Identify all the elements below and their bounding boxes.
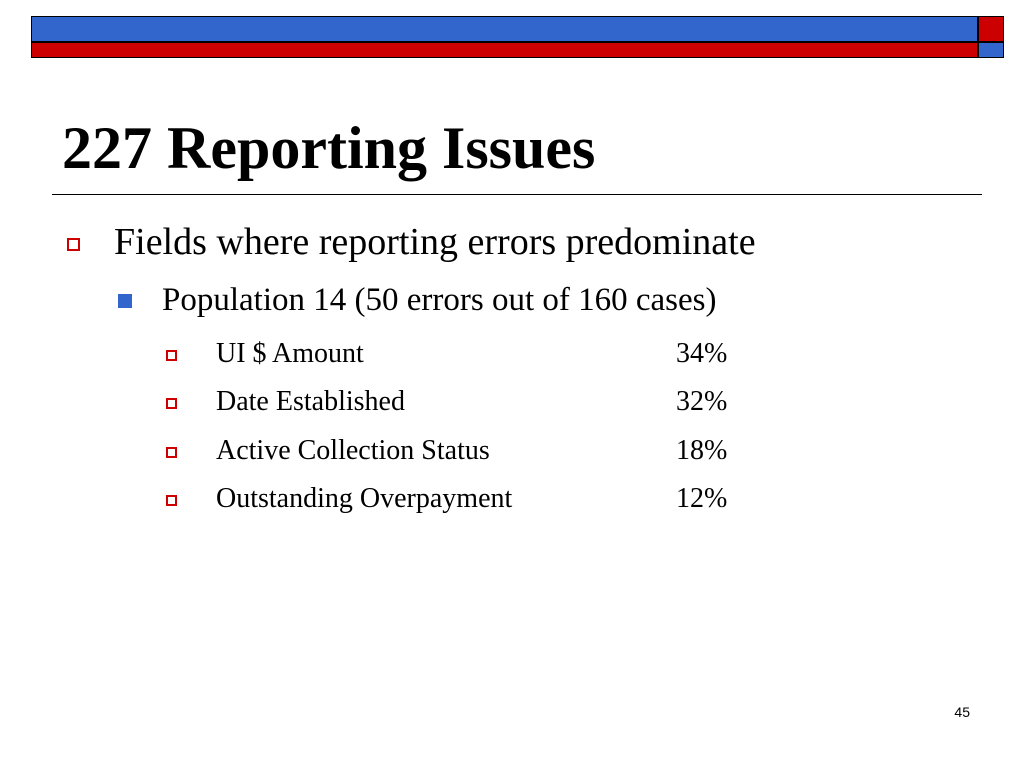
- hollow-square-bullet-icon: [166, 447, 177, 458]
- filled-square-bullet-icon: [118, 294, 132, 308]
- list-item: [166, 482, 727, 516]
- field-percent: 32%: [676, 386, 728, 417]
- list-item: [166, 385, 727, 419]
- slide-title: 227 Reporting Issues: [62, 115, 596, 181]
- bullet-level1: [67, 220, 756, 264]
- field-percent: 18%: [676, 435, 728, 466]
- header-red-square: [978, 16, 1004, 42]
- hollow-square-bullet-icon: [67, 238, 80, 251]
- hollow-square-bullet-icon: [166, 398, 177, 409]
- header-blue-square: [978, 42, 1004, 58]
- list-item: [166, 434, 727, 468]
- field-label: Date Established: [216, 386, 405, 417]
- field-label: UI $ Amount: [216, 338, 364, 369]
- field-label: Active Collection Status: [216, 435, 490, 466]
- header-blue-bar: [31, 16, 978, 42]
- title-divider: [52, 194, 982, 195]
- hollow-square-bullet-icon: [166, 495, 177, 506]
- field-percent: 12%: [676, 483, 728, 514]
- page-number: 45: [954, 704, 970, 720]
- bullet-level2: [118, 280, 716, 320]
- hollow-square-bullet-icon: [166, 350, 177, 361]
- bullet-level1-text: Fields where reporting errors predominate: [114, 221, 756, 263]
- header-red-bar: [31, 42, 978, 58]
- field-label: Outstanding Overpayment: [216, 483, 513, 514]
- list-item: [166, 337, 727, 371]
- field-percent: 34%: [676, 338, 728, 369]
- bullet-level2-text: Population 14 (50 errors out of 160 cases): [162, 281, 717, 318]
